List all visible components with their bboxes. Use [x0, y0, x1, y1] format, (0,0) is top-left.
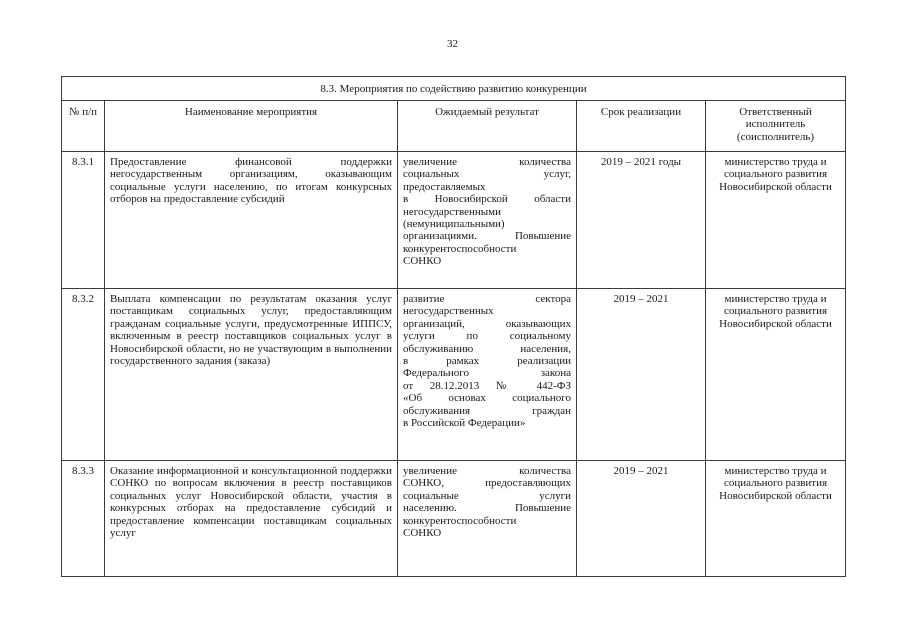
implementation-period: 2019 – 2021	[577, 461, 706, 577]
result-line: СОНКО	[403, 255, 442, 268]
implementation-period: 2019 – 2021	[577, 289, 706, 461]
table-row	[62, 152, 846, 289]
result-line: обслуживания граждан	[403, 404, 571, 417]
result-line: конкурентоспособности	[403, 242, 517, 255]
result-line: в Новосибирской области	[403, 193, 571, 206]
expected-result	[398, 461, 577, 577]
page-number: 32	[447, 38, 458, 50]
header-number: № п/п	[62, 101, 105, 152]
header-period: Срок реализации	[577, 101, 706, 152]
result-line: увеличение количества	[403, 156, 571, 168]
result-line: в Российской Федерации»	[403, 417, 526, 430]
result-line: социальных услуг,	[403, 168, 571, 181]
responsible-executor: министерство труда и социального развития Новосибирской области	[706, 461, 846, 577]
result-line: СОНКО, предоставляющих	[403, 477, 571, 490]
responsible-executor: министерство труда и социального развития Новосибирской области	[706, 289, 846, 461]
measure-name: Оказание информационной и консультационной поддержки СОНКО по вопросам включения в реестр поставщиков социальных услуг Новосибирской области, участия в конкурсных отборах на предоставление субсидий и предоставление компенсации поставщикам социальных услуг	[105, 461, 398, 577]
measure-name: Предоставление финансовой поддержки негосударственным организациям, оказывающим социальные услуги населению, по итогам конкурсных отборов на предоставление субсидий	[105, 152, 398, 289]
result-line: социальные услуги	[403, 489, 571, 502]
row-number: 8.3.2	[62, 289, 105, 461]
result-line: (немуниципальными)	[403, 218, 505, 231]
result-line: СОНКО	[403, 527, 442, 540]
result-line: в рамках реализации	[403, 355, 571, 368]
section-title: 8.3. Мероприятия по содействию развитию конкуренции	[62, 77, 846, 101]
result-line: обслуживанию населения,	[403, 342, 571, 355]
header-responsible: Ответственный исполнитель (соисполнитель)	[706, 101, 846, 152]
result-line: развитие сектора	[403, 293, 571, 305]
result-line: предоставляемых	[403, 180, 486, 193]
result-line: «Об основах социального	[403, 392, 571, 405]
row-number: 8.3.3	[62, 461, 105, 577]
measures-table	[61, 76, 846, 577]
header-name: Наименование мероприятия	[105, 101, 398, 152]
result-line: организаций, оказывающих	[403, 317, 571, 330]
responsible-executor: министерство труда и социального развития Новосибирской области	[706, 152, 846, 289]
result-line: негосударственных	[403, 305, 494, 318]
result-line: Федерального закона	[403, 367, 571, 380]
row-number: 8.3.1	[62, 152, 105, 289]
result-line: населению. Повышение	[403, 502, 571, 515]
result-line: увеличение количества	[403, 465, 571, 477]
header-row	[62, 101, 846, 152]
expected-result	[398, 289, 577, 461]
table-row	[62, 289, 846, 461]
expected-result	[398, 152, 577, 289]
measure-name: Выплата компенсации по результатам оказания услуг поставщикам социальных услуг, предоставляющим гражданам социальные услуги, предусмотренные ИППСУ, включенным в реестр поставщиков социальных услуг в Новосибирской области, но не участвующим в выполнении государственного задания (заказа)	[105, 289, 398, 461]
table-row	[62, 461, 846, 577]
result-line: услуги по социальному	[403, 330, 571, 343]
result-line: негосударственными	[403, 205, 502, 218]
result-line: конкурентоспособности	[403, 514, 517, 527]
section-title-row	[62, 77, 846, 101]
implementation-period: 2019 – 2021 годы	[577, 152, 706, 289]
result-line: организациями. Повышение	[403, 230, 571, 243]
header-result: Ожидаемый результат	[398, 101, 577, 152]
result-line: от 28.12.2013 № 442-ФЗ	[403, 379, 571, 392]
